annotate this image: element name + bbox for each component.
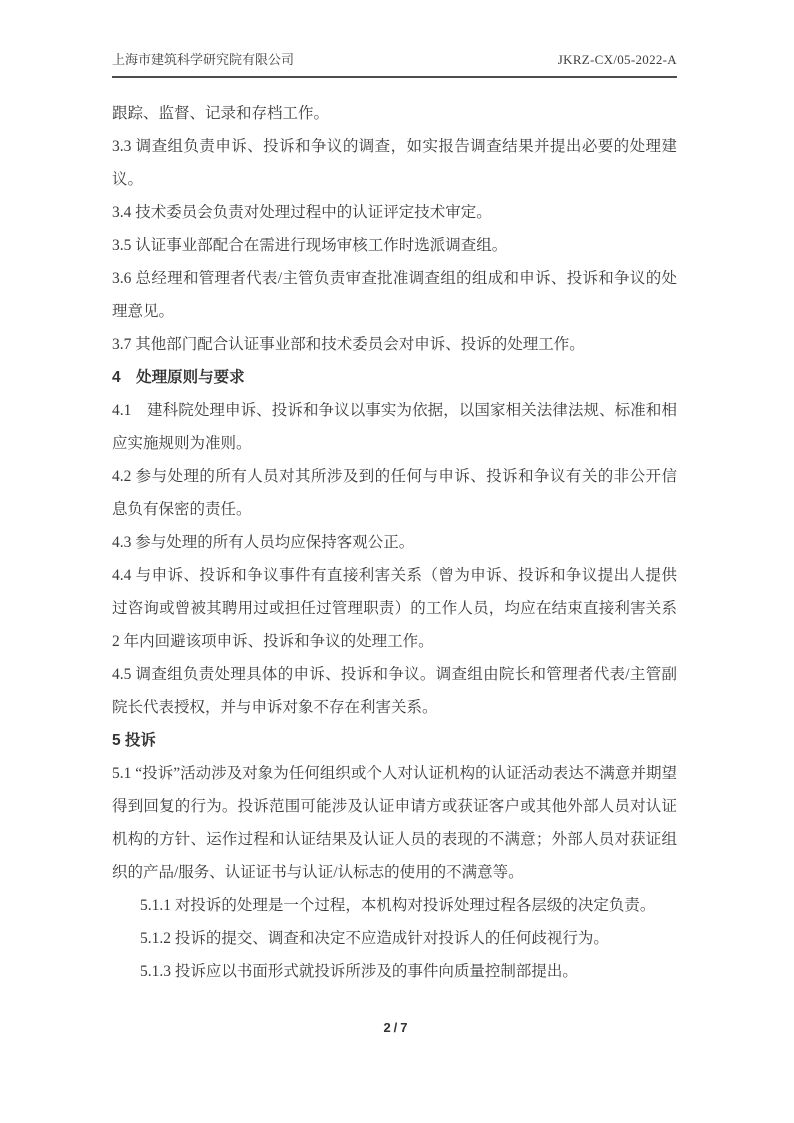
paragraph-5-1: 5.1 “投诉”活动涉及对象为任何组织或个人对认证机构的认证活动表达不满意并期望得到回复的行为。投诉范围可能涉及认证申请方或获证客户或其他外部人员对认证机构的方针、运作过程和认证结果及认证人员的表现的不满意；外部人员对获证组织的产品/服务、认证证书与认证/认标志的使用的不满意等。 [112, 765, 677, 881]
page-header [112, 49, 677, 78]
paragraph-4-5: 4.5 调查组负责处理具体的申诉、投诉和争议。调查组由院长和管理者代表/主管副院长代表授权，并与申诉对象不存在利害关系。 [112, 666, 677, 716]
paragraph-3-7: 3.7 其他部门配合认证事业部和技术委员会对申诉、投诉的处理工作。 [112, 336, 585, 353]
paragraph-5-1-1: 5.1.1 对投诉的处理是一个过程，本机构对投诉处理过程各层级的决定负责。 [140, 897, 656, 914]
document-body [112, 97, 677, 988]
paragraph-continuation: 跟踪、监督、记录和存档工作。 [112, 105, 330, 122]
paragraph-3-5: 3.5 认证事业部配合在需进行现场审核工作时选派调查组。 [112, 237, 508, 254]
page-number: 2/7 [383, 1020, 411, 1035]
section-heading-4: 4 处理原则与要求 [112, 369, 245, 386]
paragraph-4-1: 4.1 建科院处理申诉、投诉和争议以事实为依据，以国家相关法律法规、标准和相应实施规则为准则。 [112, 402, 677, 452]
paragraph-4-4: 4.4 与申诉、投诉和争议事件有直接利害关系（曾为申诉、投诉和争议提出人提供过咨询或曾被其聘用过或担任过管理职责）的工作人员，均应在结束直接利害关系 2 年内回避该项申诉、投诉和争议的处理工作。 [112, 567, 677, 650]
document-code: JKRZ-CX/05-2022-A [557, 52, 677, 67]
paragraph-3-4: 3.4 技术委员会负责对处理过程中的认证评定技术审定。 [112, 204, 492, 221]
paragraph-3-3: 3.3 调查组负责申诉、投诉和争议的调查，如实报告调查结果并提出必要的处理建议。 [112, 138, 677, 188]
paragraph-3-6: 3.6 总经理和管理者代表/主管负责审查批准调查组的组成和申诉、投诉和争议的处理意见。 [112, 270, 677, 320]
paragraph-5-1-3: 5.1.3 投诉应以书面形式就投诉所涉及的事件向质量控制部提出。 [140, 963, 578, 980]
company-name: 上海市建筑科学研究院有限公司 [112, 52, 295, 67]
paragraph-4-3: 4.3 参与处理的所有人员均应保持客观公正。 [112, 534, 415, 551]
paragraph-4-2: 4.2 参与处理的所有人员对其所涉及到的任何与申诉、投诉和争议有关的非公开信息负有保密的责任。 [112, 468, 677, 518]
section-heading-5: 5 投诉 [112, 732, 156, 749]
paragraph-5-1-2: 5.1.2 投诉的提交、调查和决定不应造成针对投诉人的任何歧视行为。 [140, 930, 609, 947]
